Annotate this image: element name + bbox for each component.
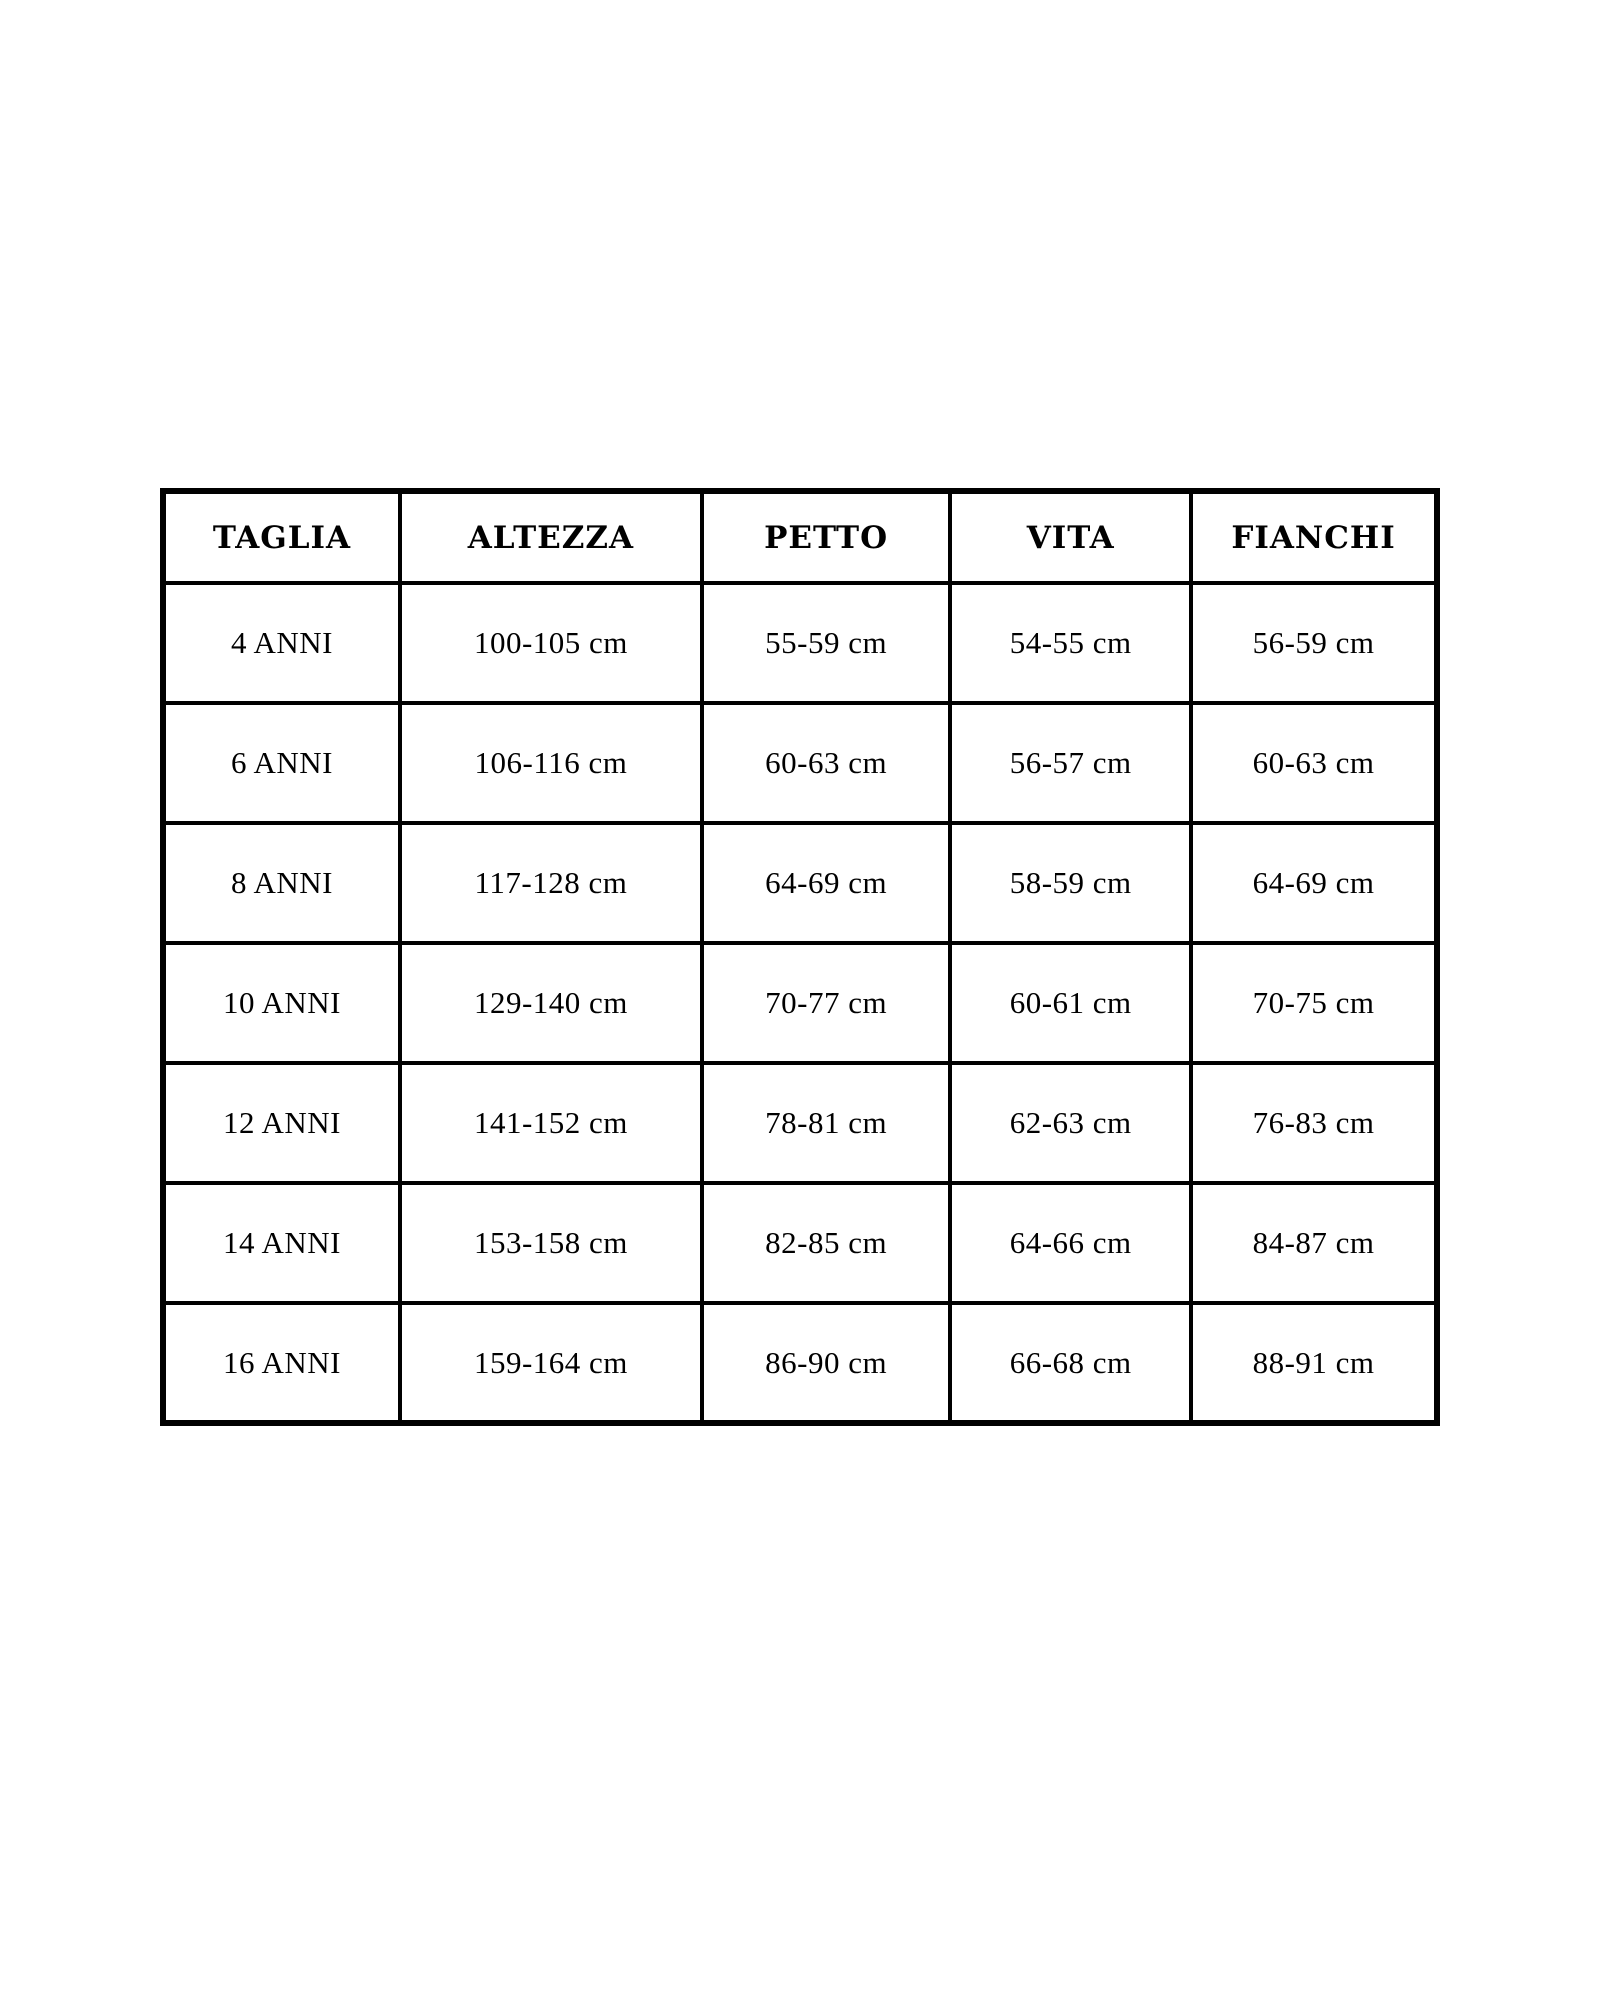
- table-cell: 56-57 cm: [950, 703, 1191, 823]
- table-cell: 10 ANNI: [163, 943, 400, 1063]
- table-cell: 55-59 cm: [702, 583, 950, 703]
- table-cell: 153-158 cm: [400, 1183, 702, 1303]
- table-row: [163, 1183, 1437, 1303]
- table-cell: 88-91 cm: [1191, 1303, 1437, 1423]
- table-cell: 16 ANNI: [163, 1303, 400, 1423]
- table-row: [163, 823, 1437, 943]
- table-cell: 70-75 cm: [1191, 943, 1437, 1063]
- table-cell: 117-128 cm: [400, 823, 702, 943]
- table-row: [163, 1303, 1437, 1423]
- table-cell: 64-69 cm: [702, 823, 950, 943]
- size-chart-table: [160, 488, 1440, 1426]
- table-cell: 129-140 cm: [400, 943, 702, 1063]
- table-cell: 8 ANNI: [163, 823, 400, 943]
- table-cell: 78-81 cm: [702, 1063, 950, 1183]
- table-cell: 70-77 cm: [702, 943, 950, 1063]
- table-cell: 54-55 cm: [950, 583, 1191, 703]
- table-cell: 62-63 cm: [950, 1063, 1191, 1183]
- table-cell: 60-61 cm: [950, 943, 1191, 1063]
- table-cell: 66-68 cm: [950, 1303, 1191, 1423]
- table-row: [163, 583, 1437, 703]
- column-header-fianchi: FIANCHI: [1191, 491, 1437, 583]
- table-cell: 56-59 cm: [1191, 583, 1437, 703]
- header-row: [163, 491, 1437, 583]
- table-cell: 12 ANNI: [163, 1063, 400, 1183]
- table-cell: 64-69 cm: [1191, 823, 1437, 943]
- table-row: [163, 943, 1437, 1063]
- table-row: [163, 1063, 1437, 1183]
- table-cell: 100-105 cm: [400, 583, 702, 703]
- table-row: [163, 703, 1437, 823]
- column-header-taglia: TAGLIA: [163, 491, 400, 583]
- table-cell: 84-87 cm: [1191, 1183, 1437, 1303]
- table-cell: 141-152 cm: [400, 1063, 702, 1183]
- table-cell: 82-85 cm: [702, 1183, 950, 1303]
- table-cell: 76-83 cm: [1191, 1063, 1437, 1183]
- column-header-petto: PETTO: [702, 491, 950, 583]
- column-header-vita: VITA: [950, 491, 1191, 583]
- table-cell: 14 ANNI: [163, 1183, 400, 1303]
- table-cell: 106-116 cm: [400, 703, 702, 823]
- table-cell: 6 ANNI: [163, 703, 400, 823]
- table-cell: 159-164 cm: [400, 1303, 702, 1423]
- table-cell: 86-90 cm: [702, 1303, 950, 1423]
- table-cell: 60-63 cm: [702, 703, 950, 823]
- table-cell: 64-66 cm: [950, 1183, 1191, 1303]
- table-cell: 4 ANNI: [163, 583, 400, 703]
- table-cell: 58-59 cm: [950, 823, 1191, 943]
- table-cell: 60-63 cm: [1191, 703, 1437, 823]
- size-chart-container: [160, 488, 1440, 1426]
- column-header-altezza: ALTEZZA: [400, 491, 702, 583]
